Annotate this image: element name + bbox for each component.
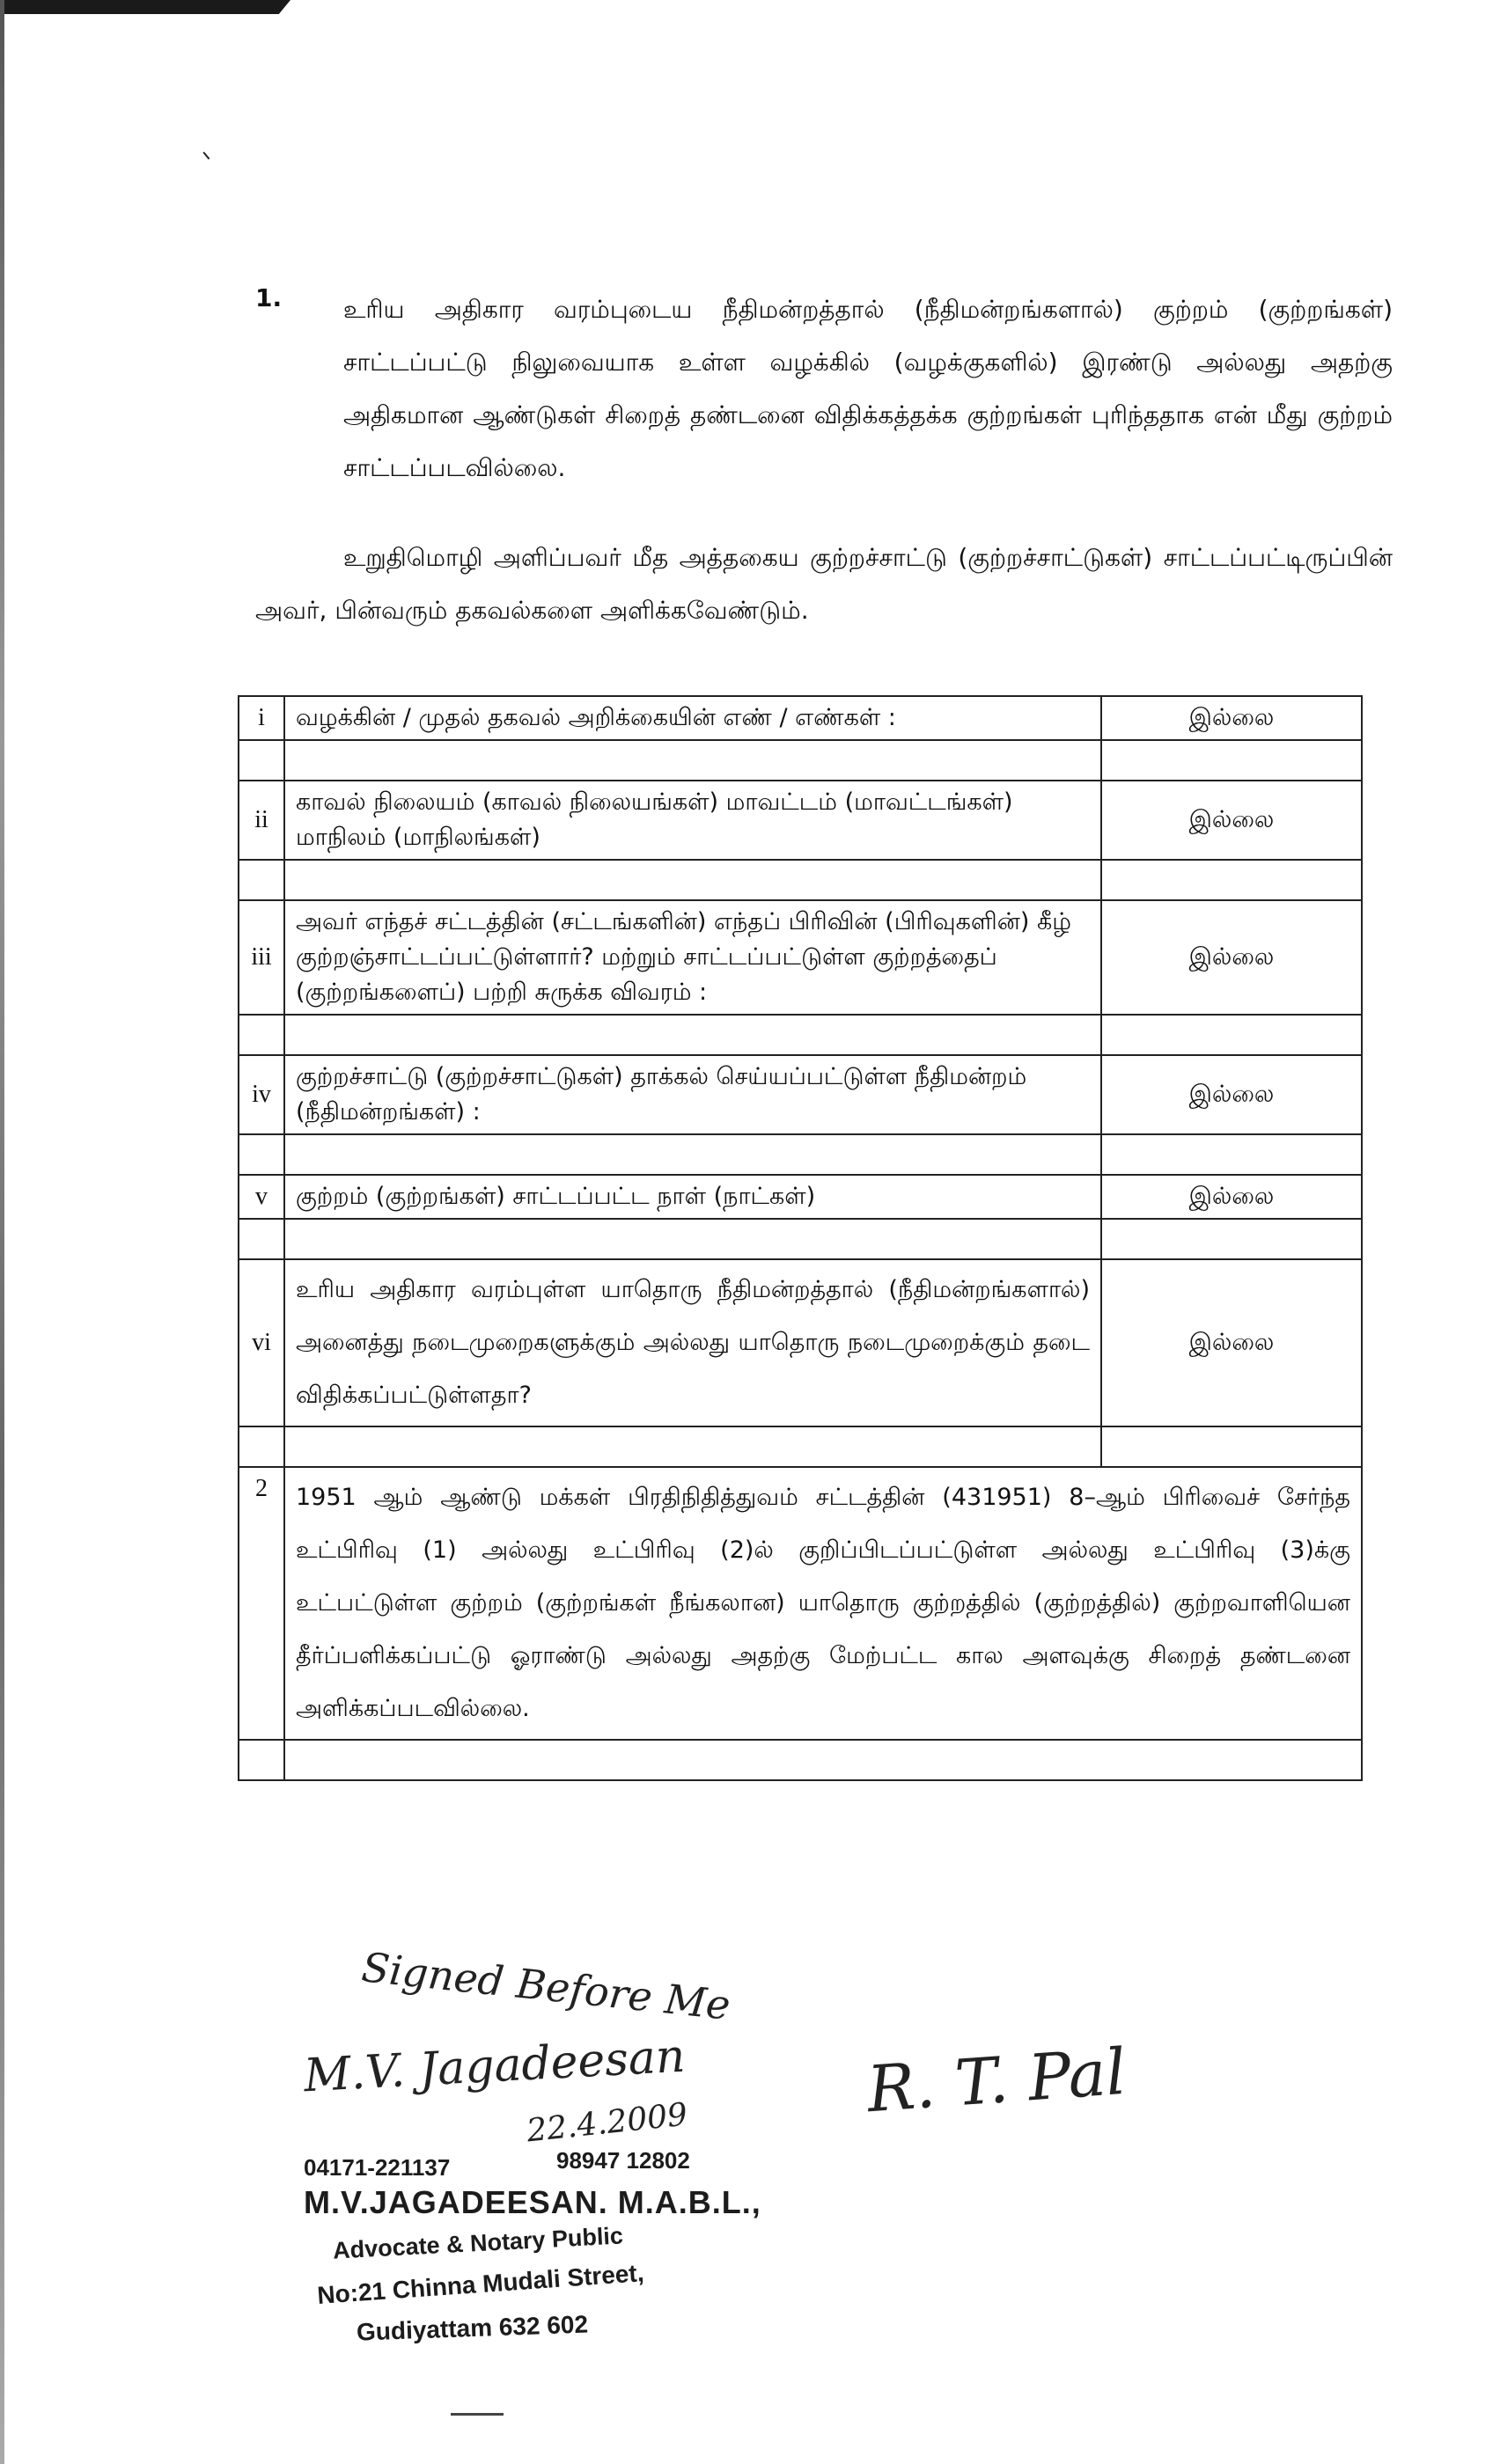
row-number: vi <box>239 1259 284 1426</box>
row-answer: இல்லை <box>1101 696 1362 740</box>
row-question: வழக்கின் / முதல் தகவல் அறிக்கையின் எண் / எண்கள் : <box>284 696 1101 740</box>
row-number: 2 <box>239 1467 284 1740</box>
row-question: அவர் எந்தச் சட்டத்தின் (சட்டங்களின்) எந்தப் பிரிவின் (பிரிவுகளின்) கீழ் குற்றஞ்சாட்டப்பட்டுள்ளார்? மற்றும் சாட்டப்பட்டுள்ள குற்றத்தைப் (குற்றங்களைப்) பற்றி சுருக்க விவரம் : <box>284 900 1101 1015</box>
deponent-signature: R. T. Pal <box>864 2034 1129 2127</box>
row-number: iv <box>239 1055 284 1134</box>
table-spacer-row <box>239 1134 1362 1175</box>
row-answer: இல்லை <box>1101 1055 1362 1134</box>
table-spacer-row <box>239 1426 1362 1467</box>
table-row <box>239 781 1362 860</box>
table-spacer-row <box>239 1015 1362 1055</box>
row-answer: இல்லை <box>1101 1259 1362 1426</box>
table-row <box>239 696 1362 740</box>
stamp-phone-2: 98947 12802 <box>556 2147 690 2174</box>
table-spacer-row <box>239 740 1362 781</box>
table-row <box>239 1175 1362 1219</box>
item-2-text: 1951 ஆம் ஆண்டு மக்கள் பிரதிநிதித்துவம் சட்டத்தின் (431951) 8–ஆம் பிரிவைச் சேர்ந்த உட்பிரிவு (1) அல்லது உட்பிரிவு (2)ல் குறிப்பிடப்பட்டுள்ள அல்லது உட்பிரிவு (3)க்கு உட்பட்டுள்ள குற்றம் (குற்றங்கள் நீங்கலான) யாதொரு குற்றத்தில் (குற்றத்தில்) குற்றவாளியென தீர்ப்பளிக்கப்பட்டு ஓராண்டு அல்லது அதற்கு மேற்பட்ட கால அளவுக்கு சிறைத் தண்டனை அளிக்கப்படவில்லை. <box>284 1467 1362 1740</box>
stamp-phone-1: 04171-221137 <box>304 2154 451 2181</box>
row-question: குற்றம் (குற்றங்கள்) சாட்டப்பட்ட நாள் (நாட்கள்) <box>284 1175 1101 1219</box>
row-question: குற்றச்சாட்டு (குற்றச்சாட்டுகள்) தாக்கல் செய்யப்பட்டுள்ள நீதிமன்றம் (நீதிமன்றங்கள்) : <box>284 1055 1101 1134</box>
footer-mark <box>451 2413 504 2416</box>
row-answer: இல்லை <box>1101 781 1362 860</box>
particulars-table <box>238 695 1363 1781</box>
stamp-city: Gudiyattam 632 602 <box>356 2310 589 2346</box>
handwritten-date: 22.4.2009 <box>525 2096 689 2150</box>
row-answer: இல்லை <box>1101 900 1362 1015</box>
row-number: i <box>239 696 284 740</box>
table-spacer-row <box>239 1219 1362 1259</box>
scan-speck <box>202 145 217 160</box>
row-answer: இல்லை <box>1101 1175 1362 1219</box>
scan-left-border <box>0 0 4 2464</box>
stamp-address: No:21 Chinna Mudali Street, <box>316 2259 645 2309</box>
table-row <box>239 900 1362 1015</box>
scan-edge-shadow <box>0 0 290 14</box>
table-row-item-2 <box>239 1467 1362 1740</box>
table-row <box>239 1055 1362 1134</box>
row-number: v <box>239 1175 284 1219</box>
handwritten-signed-before-me: Signed Before Me <box>359 1943 733 2029</box>
row-number: ii <box>239 781 284 860</box>
stamp-title: Advocate & Notary Public <box>332 2222 624 2264</box>
row-number: iii <box>239 900 284 1015</box>
item-1-number: 1. <box>255 283 283 312</box>
stamp-name: M.V.JAGADEESAN. M.A.B.L., <box>304 2184 761 2220</box>
table-spacer-row <box>239 860 1362 900</box>
table-spacer-row <box>239 1740 1362 1780</box>
row-question: காவல் நிலையம் (காவல் நிலையங்கள்) மாவட்டம் (மாவட்டங்கள்) மாநிலம் (மாநிலங்கள்) <box>284 781 1101 860</box>
row-question: உரிய அதிகார வரம்புள்ள யாதொரு நீதிமன்றத்தால் (நீதிமன்றங்களால்) அனைத்து நடைமுறைகளுக்கும் அல்லது யாதொரு நடைமுறைக்கும் தடை விதிக்கப்பட்டுள்ளதா? <box>284 1259 1101 1426</box>
table-row <box>239 1259 1362 1426</box>
item-1-text: உரிய அதிகார வரம்புடைய நீதிமன்றத்தால் (நீதிமன்றங்களால்) குற்றம் (குற்றங்கள்) சாட்டப்பட்டு நிலுவையாக உள்ள வழக்கில் (வழக்குகளில்) இரண்டு அல்லது அதற்கு அதிகமான ஆண்டுகள் சிறைத் தண்டனை விதிக்கத்தக்க குற்றங்கள் புரிந்ததாக என் மீது குற்றம் சாட்டப்படவில்லை. <box>343 295 1393 482</box>
item-1-note: உறுதிமொழி அளிப்பவர் மீத அத்தகைய குற்றச்சாட்டு (குற்றச்சாட்டுகள்) சாட்டப்பட்டிருப்பின் அவர், பின்வரும் தகவல்களை அளிக்கவேண்டும். <box>255 543 1393 625</box>
notary-signature: M.V. Jagadeesan <box>302 2029 687 2103</box>
